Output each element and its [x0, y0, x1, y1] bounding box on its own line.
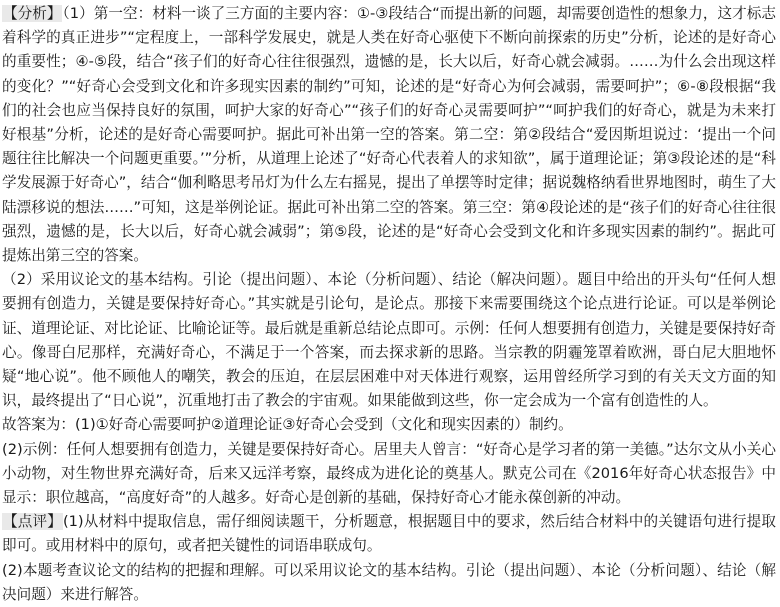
answer-part2-paragraph: (2)示例：任何人想要拥有创造力，关键是要保持好奇心。居里夫人曾言：“好奇心是学习者的第一美德。”达尔文从小关心小动物，对生物世界充满好奇，后来又远洋考察，最终成为进化论的奠基人。默克公司在《2016年好奇心状态报告》中显示：职位越高，“高度好奇”的人越多。好奇心是创新的基础，保持好奇心才能永葆创新的冲动。 [2, 440, 776, 507]
part2-analysis-paragraph: （2）采用议论文的基本结构。引论（提出问题）、本论（分析问题）、结论（解决问题）。题目中给出的开头句“任何人想要拥有创造力，关键是要保持好奇心。”其实就是引论句，是论点。那接下来需要围绕这个论点进行论证。可以是举例论证、道理论证、对比论证、比喻论证等。最后就是重新总结论点即可。示例：任何人想要拥有创造力，关键是要保持好奇心。像哥白尼那样，充满好奇心，不满足于一个答案，而去探求新的思路。当宗教的阴霾笼罩着欧洲，哥白尼大胆地怀疑“地心说”。他不顾他人的嘲笑，教会的压迫，在层层困难中对天体进行观察，运用曾经所学习到的有关天文方面的知识，最终提出了“日心说”，沉重地打击了教会的宇宙观。如果能做到这些，你一定会成为一个富有创造性的人。 [2, 271, 776, 410]
comment-part2-paragraph: (2)本题考查议论文的结构的把握和理解。可以采用议论文的基本结构。引论（提出问题）、本论（分析问题）、结论（解决问题）来进行解答。 [2, 561, 776, 603]
answer-label: 故答案为： [2, 416, 75, 434]
analysis-text: （1）第一空：材料一谈了三方面的主要内容：①-③段结合“而提出新的问题，却需要创造性的想象力，这才标志着科学的真正进步”“定程度上，一部科学发展史，就是人类在好奇心驱使下不断向前探索的历史”分析，论述的是好奇心的重要性；④-⑤段，结合“孩子们的好奇心往往很强烈，遗憾的是，长大以后，好奇心就会减弱。……为什么会出现这样的变化？”“好奇心会受到文化和许多现实因素的制约”可知，论述的是“好奇心为何会减弱，需要呵护”；⑥-⑧段根据“我们的社会也应当保持良好的氛围，呵护大家的好奇心”“孩子们的好奇心灵需要呵护”“呵护我们的好奇心，就是为未来打好根基”分析，论述的是好奇心需要呵护。据此可补出第一空的答案。第二空：第②段结合“爱因斯坦说过：‘提出一个问题往往比解决一个问题更重要。’”分析，从道理上论述了“好奇心代表着人的求知欲”，属于道理论证；第③段论述的是“科学发展源于好奇心”，结合“伽利略思考吊灯为什么左右摇晃，提出了单摆等时定律；据说魏格纳看世界地图时，萌生了大陆漂移说的想法……”可知，这是举例论证。据此可补出第二空的答案。第三空：第④段论述的是“孩子们的好奇心往往很强烈，遗憾的是，长大以后，好奇心就会减弱”；第⑤段，论述的是“好奇心会受到文化和许多现实因素的制约”。据此可提炼出第三空的答案。 [2, 5, 777, 265]
analysis-paragraph [2, 2, 776, 268]
comment-tag: 【点评】 [3, 513, 62, 531]
analysis-tag: 【分析】 [3, 5, 62, 22]
answer-paragraph [2, 413, 776, 437]
answer-part1: (1)①好奇心需要呵护②道理论证③好奇心会受到（文化和现实因素的）制约。 [74, 416, 573, 434]
comment-text: (1)从材料中提取信息，需仔细阅读题干，分析题意，根据题目中的要求，然后结合材料中的关键语句进行提取即可。或用材料中的原句，或者把关键性的词语串联成句。 [2, 513, 776, 555]
comment-paragraph [2, 510, 776, 558]
